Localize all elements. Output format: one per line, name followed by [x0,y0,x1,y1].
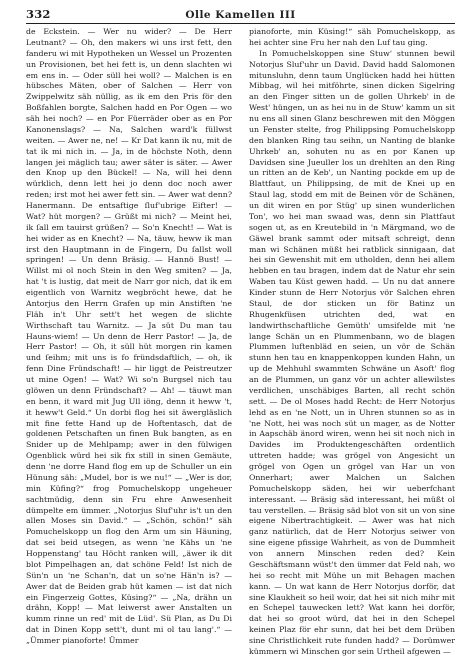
text-columns [26,27,455,660]
right-column [249,27,455,660]
page-number: 332 [26,7,51,21]
paragraph: de Eckstein. — Wer nu wider? — De Herr Leutnant? — Oh, den makers wi uns irst fett, den fanderu wi mit Hypotheken un Wessel un Prozenten un Provisionen, bet hei fett is, un denn slachten wi em ens in. — Oder süll hei woll? — Malchen is en hübsches Mäten, ober of Salchen — Herr von Zwippelwitz säh nüllig, as ik em den Pris för den Boßfahlen borgte, Salchen hadd en Por Ogen — wo säh hei noch? — en Por Füerräder ober as en Por Kanonenslags? — Na, Salchen ward'k füllwst weiten. — Awer ne, ne! — Kr Dat kann ik nu, mit de tat ik mi nich in. — Ja, in de höchste Noth, denn langen jei mäglich tau; awer säter is säter. — Awer den Knop up den Bückel! — Na, will hei denn würklich, denn lett hei jo denn doc noch awer reden; irst mot hei awer fett sin. — Awer wat denn? Hanermann. De entsaftige ſluf'ubrige Eifter! — Wat? hüt morgen? — Grüßt mi nich? — Meint hei, ik ſall em tauirst grüßen? — So'n Knecht! — Wat is hei wider as en Knecht? — Na, täuw, heww ik man irst den Hauptmann in de Fingern, Du ſallst woll springen! — Un denn Bräsig. — Hannö Bust! — Willst mi ol noch Stein in den Weg smiten? — Ja, hat 't is lustig, dat meit de Narr gor nich, dat ik em eigentlich von Warnitz wegbröcht hewe, dat he Antorjus den Herrn Grafen up min Anstiften 'ne Fläh in't Uhr sett't het wegen de slichte Wirthschaft tau Warnitz. — Ja süt Du man tau Hauns-wiem! — Un denn de Herr Pastor! — Ja, de Herr Pastor! — Oh, it süll hüt morgen rin kamen und ſeihm; mit uns is fo fründsdaftlich, — oh, ik fenn Dine Fründschaft! — hir liggt de Peistreutzer ut mine Ogen! — Wat? Wi so'n Burgsel nich tau glöwen un denn Fründschaft? — Ah! — täuwt man en benn, it ward mit Jug Ull iöng, denn it heww 't, it heww't Geld.“ Un dorbi flog hei sit äwergläslich mit fine fette Hand up de Hoftentasch, dat de goldenen Petschaften un finen Buk bangten, as en Snider up de Mehlpamp; awer in den fülwigen Ogenblick würd hei sik fix still in sinen Gemäute, denn 'ne dorre Hand flog em up de Schuller un ein Hünung säh: „Mudel, bor is we nu!“ — „Wer is dor, min Küfing?“ frog Pomuchelskopp ungeheuer sachtmüdig, denn sin Fru ehre Anwesenheit dümpelte em ümmer. „Notorjus Sluf'uhr is't un den allen Moses sin David.“ — „Schön, schön!“ säh Pomuchelskopp un flog den Arm um sin Häuning, dat sei beid utsegen, as wenn 'ne Kähs un 'ne Hoppenstang' tau Höcht ranken will, „äwer ik dit blot Pimpelhagen an, dat schöne Feld! Ist nich de Sün'n un 'ne Schan'n, dat un so'ne Hän'n is? — Awer dat de Beiden grab hüt kamen — ist dat nich ein Fingerzeig Gottes, Küsing?“ — „Na, drähn un drähn, Kopp! — Mat leiwerst awer Anstalten un kumm rinne un red' mit de Lüd'. Sü Plan, as Du Di dat in Dinen Kopp sett't, dunt mi ol tau lang'.“ — „Ümmer pianoforte! Ümmer [26,27,232,645]
running-title: Olle Kamellen III [185,9,296,21]
paragraph: In Pomuchelskoppen sine Stuw' stunnen bewil Notorjus Sluf'uhr un David. David hadd Salomonen mitunsluhn, denn taum Unglücken hadd hei hütten Mibbag, wil hei mitföhrte, sinen dicken Sigelring an den Finger sitten un de gollen Uhrkeb' in de West' hüngen, un as hei nu in de Stuw' kamm un sit nu ens all sinen Glanz beschrewen mit den Möggen un Fenster stelte, frog Philippsing Pomuchelskopp den blanken Ring tau seihn, un Nanting de blanke Uhrkeb' an, sohuten nu as en por Kanen up Davidsen sine Jueuller los un drehlten an den Ring un ritten an de Keb', un Nanting pockde em up de Blattfaut, un Philippsing, de mit de Knei up en Staul lag, stodd em mit de Beinen vör de Schänen, un dit wiren en por Stüg' up sinen wunderlichen Ton', wo hei man swaad was, denn sin Plattfaut sogen ut, as en Kreutebild in 'n Märgmand, wo de Gäwel brank sammt oder mitsaft schreigt, denn man wi Schänen müßt hei ratblick sinnigaan, dat hei sin Gewenshit mit em utholden, denn hei allem hebben en tau bragen, indem dat de Natur ehr sein Waben tau Küst gewen hadd. — Un nu dat annere Kinder stunn de Herr Notorjus vör Salchen ehren Staul, de dor sticken un för Batinz un Rhugenkfüsen utrichten ded, wat en landwirthschaftliche Gemüth' umsifelde mit 'ne lange Schän un en Plummenbann, wo de blagen Plummen luftenbläd en seien, un vör de Schän stunn hen tau en knappenkoppen kunden Hahn, un up de Mehhuhl swammten Schwäne un Asoft' flog an de Plummen, un ganz vör un achter allewilstes verdlichen, unschäbiges Barten, all recht schön sett. — De ol Moses hadd Recht: de Herr Notorjus lehd as en 'ne Nott, un in Uhren stunnen so as in 'ne Nott, hei was noch süt un mager, as de Notter in Aapschäb änord wiren, wenn hei sit noch nich in Davides im Produktengeschäften ordentlich uttreten hadde; was grögel von Angesicht un grögel von Ogen un grögel van Har un von Onnerhart; awer Malchen un Salchen Pomuchelskopp säden, hei wir ueberfchant interessant. — Bräsig säd interessant, hei müßt ol tau verstellen. — Bräsig säd blot von sit un von sine eigene Nibertrachtigkeit. — Awer was hat nich ganz natürlich, dat de Herr Notorjus seiwer von sine eigene pfissige Wahrheit, as von de Dummheit von annern Minschen reden ded? Kein Geschäftsmann wüst't den ümmer dat Feld nah, wo hei so recht mit Mühe un mit Behagen machen kann. — Un wat kann de Herr Notorjus dorför, dat sine Klaukheit so heil woir, dat hei sit nich mihr mit en Schepel tauwecken lett? Wat kann hei dorför, dat hei so groot würd, dat hei in den Schepel keinen Plaz för ehr sunn, dat hei bet dem Drüben sine Christlichkeit rute funden hadd? — Dorümwer kümmern wi Minschen gor sein Urtheil afgewen — [249,48,455,656]
page-header [26,7,455,24]
left-column [26,27,232,660]
paragraph: pianoforte, min Küsing!“ säh Pomuchelskopp, as hei achter sine Fru her nah den Luf tau ging. [249,27,455,47]
